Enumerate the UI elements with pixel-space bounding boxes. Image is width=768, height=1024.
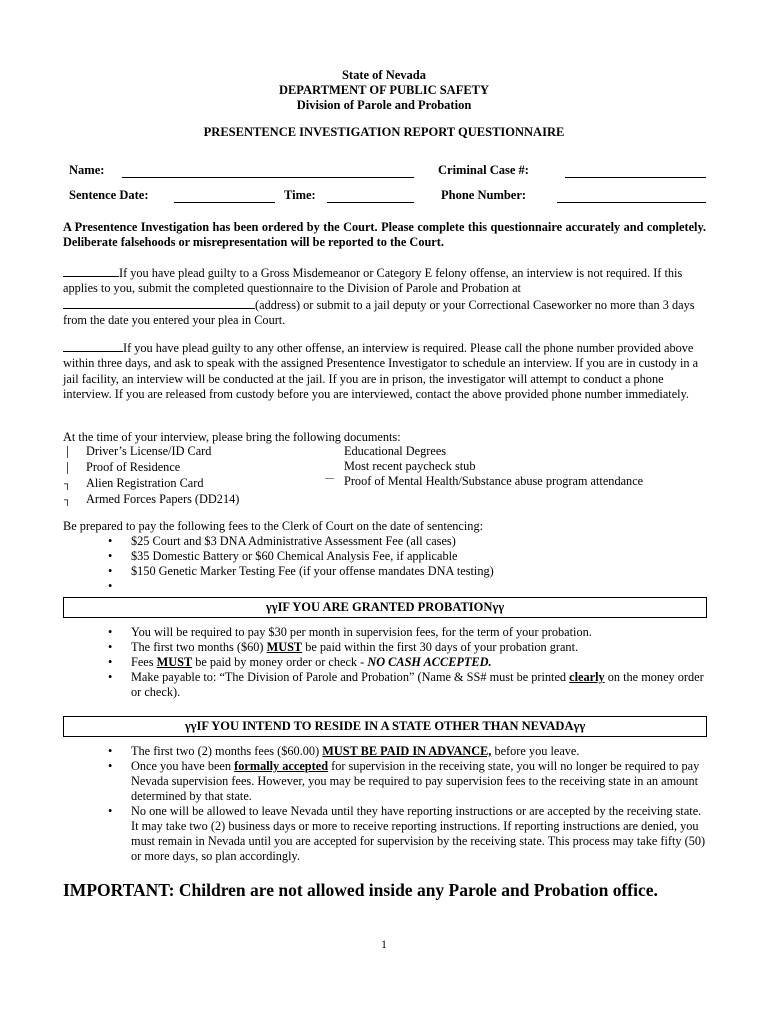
department-heading: DEPARTMENT OF PUBLIC SAFETY (278, 83, 490, 97)
documents-intro: At the time of your interview, please bring the following documents: (63, 430, 401, 444)
name-label: Name: (69, 163, 105, 177)
time-field[interactable] (327, 202, 414, 203)
check-blank-1[interactable] (63, 265, 119, 277)
bullet-icon: • (108, 655, 113, 669)
bullet-icon: • (108, 625, 113, 639)
document-item: ┐ Alien Registration Card (64, 476, 204, 490)
probation-item: • Fees MUST be paid by money order or check - NO CASH ACCEPTED. (108, 655, 492, 669)
document-item: │ Driver’s License/ID Card (64, 444, 212, 458)
out-of-state-item: • No one will be allowed to leave Nevada until they have reporting instructions or are accepted by the receiving state. It may take two (2) business days or more to receive reporting instructions. If reporting instructions are denied, you must remain in Nevada until you are accepted for supervision by the receiving state. This process may take fifty (50) or more days, so plan accordingly. (108, 804, 706, 863)
checkbox-mark: ┐ (64, 495, 72, 506)
interview-required-text: If you have plead guilty to any other offense, an interview is required. Please call the phone number provided above within three days, and ask to speak with the assigned Presentence Investigator to schedule an interview. If you are in custody in a jail facility, an interview will be conducted at the jail. If you are in prison, the investigator will attempt to conduct a phone interview. If you are released from custody before you are interviewed, contact the above provided phone number immediately. (63, 341, 699, 401)
probation-item: • You will be required to pay $30 per month in supervision fees, for the term of your probation. (108, 625, 592, 639)
bullet-icon: • (108, 640, 113, 654)
no-interview-text-cont: (address) or submit to a jail deputy or your Correctional Caseworker no more than 3 days from the date you entered your plea in Court. (63, 297, 695, 327)
criminal-case-label: Criminal Case #: (438, 163, 529, 177)
document-item: Educational Degrees (344, 444, 447, 458)
bullet-icon: • (108, 549, 113, 563)
division-heading: Division of Parole and Probation (296, 98, 472, 112)
out-of-state-heading-box: γγIF YOU INTEND TO RESIDE IN A STATE OTHER THAN NEVADAγγ (63, 716, 707, 737)
fee-item: • $150 Genetic Marker Testing Fee (if your offense mandates DNA testing) (108, 564, 494, 578)
fees-list (88, 534, 708, 594)
bullet-icon: • (108, 804, 113, 818)
document-item: │ Proof of Residence (64, 460, 181, 474)
checkbox-mark: │ (64, 463, 72, 474)
out-of-state-list (88, 744, 708, 864)
probation-item: • The first two months ($60) MUST be paid within the first 30 days of your probation grant. (108, 640, 579, 654)
interview-required-paragraph (63, 340, 706, 402)
probation-item: • Make payable to: “The Division of Parole and Probation” (Name & SS# must be printed clearly on the money order or check). (108, 670, 704, 699)
bullet-icon: • (108, 564, 113, 578)
bullet-icon: • (108, 670, 113, 684)
sentence-date-field[interactable] (174, 202, 275, 203)
documents-left-list (64, 444, 239, 508)
document-item: ┐ Armed Forces Papers (DD214) (64, 492, 240, 506)
fee-item (88, 579, 708, 594)
page-number: 1 (381, 939, 387, 951)
phone-number-field[interactable] (557, 202, 706, 203)
fee-item: • $35 Domestic Battery or $60 Chemical Analysis Fee, if applicable (108, 549, 458, 563)
checkbox-mark: ┐ (64, 479, 72, 490)
fees-intro: Be prepared to pay the following fees to the Clerk of Court on the date of sentencing: (63, 519, 484, 533)
bullet-icon: • (108, 579, 113, 593)
phone-number-label: Phone Number: (441, 188, 527, 202)
probation-list (88, 625, 708, 700)
important-notice: IMPORTANT: Children are not allowed inside any Parole and Probation office. (63, 880, 658, 900)
no-interview-paragraph (63, 265, 706, 328)
documents-right-list (344, 444, 643, 489)
name-field[interactable] (122, 177, 414, 178)
document-item: Most recent paycheck stub (344, 459, 476, 473)
check-blank-2[interactable] (63, 340, 123, 352)
dash-mark: — (325, 473, 334, 483)
address-blank[interactable] (63, 297, 255, 309)
criminal-case-field[interactable] (565, 177, 706, 178)
document-item: Proof of Mental Health/Substance abuse program attendance (344, 474, 644, 488)
checkbox-mark: │ (64, 447, 72, 458)
time-label: Time: (284, 188, 316, 202)
bullet-icon: • (108, 744, 113, 758)
no-interview-text: If you have plead guilty to a Gross Misdemeanor or Category E felony offense, an interview is not required. If this applies to you, submit the completed questionnaire to the Division of Parole and Probation at (63, 266, 683, 296)
out-of-state-item: • The first two (2) months fees ($60.00) MUST BE PAID IN ADVANCE, before you leave. (108, 744, 580, 758)
intro-paragraph: A Presentence Investigation has been ordered by the Court. Please complete this questionnaire accurately and completely. Deliberate falsehoods or misrepresentation will be reported to the Court. (63, 220, 706, 250)
bullet-icon: • (108, 534, 113, 548)
bullet-icon: • (108, 759, 113, 773)
out-of-state-item: • Once you have been formally accepted for supervision in the receiving state, you will no longer be required to pay Nevada supervision fees. However, you may be required to pay supervision fees to the receiving state in an amount determined by that state. (108, 759, 700, 803)
probation-heading-box: γγIF YOU ARE GRANTED PROBATIONγγ (63, 597, 707, 618)
sentence-date-label: Sentence Date: (69, 188, 149, 202)
state-heading: State of Nevada (341, 68, 426, 82)
fee-item: • $25 Court and $3 DNA Administrative Assessment Fee (all cases) (108, 534, 456, 548)
document-title: PRESENTENCE INVESTIGATION REPORT QUESTIONNAIRE (203, 125, 565, 139)
